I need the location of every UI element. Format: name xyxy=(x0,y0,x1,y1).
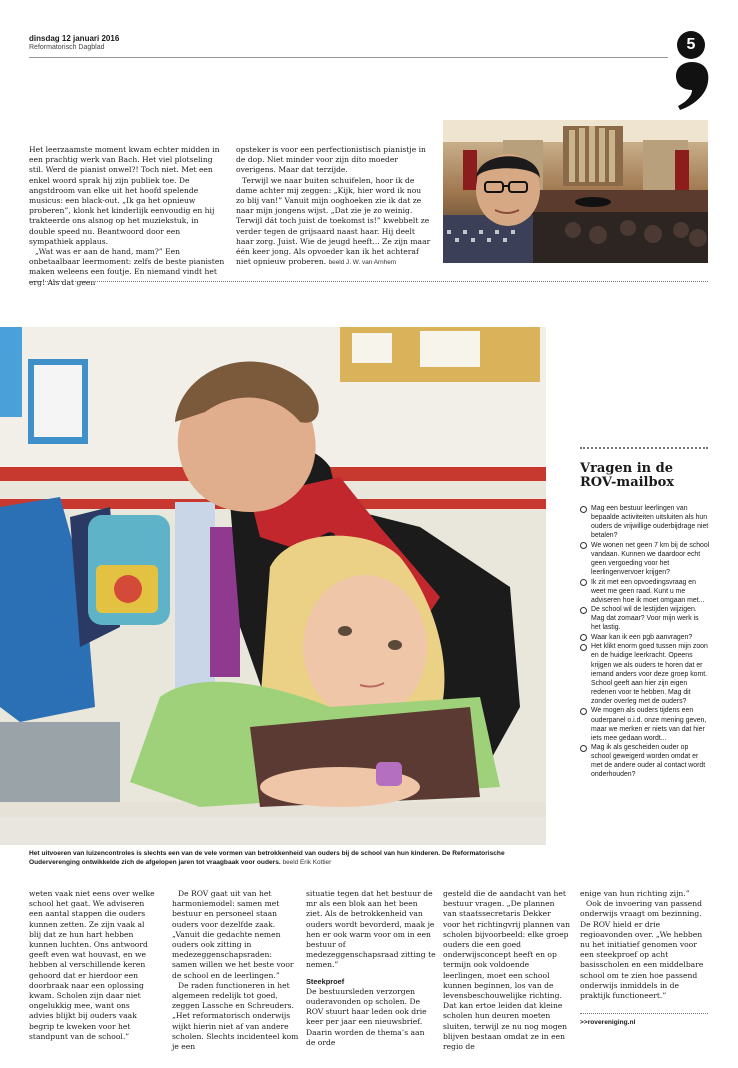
top-article-para-1: Het leerzaamste moment kwam echter midden in een prachtig werk van Bach. Het viel plotseling stil. Werd de pianist onwel?! Toch niet. Met een enkel woord sprak hij zijn publiek toe. De angstdroom van elke uit het hoofd spelende musicus: een black-out. „Ik ga het opnieuw proberen”, klonk het kinderlijk eenvoudig en hij trakteerde ons alsnog op het muziekstuk, in double speed nu. Beantwoord door een sympathiek applaus. xyxy=(29,145,220,246)
bullet-circle-icon xyxy=(580,644,587,651)
header-rule xyxy=(29,57,668,58)
bullet-circle-icon xyxy=(580,607,587,614)
subhead: Steekproef xyxy=(306,976,345,986)
bottom-article-column-1 xyxy=(29,889,156,1041)
list-item xyxy=(580,743,710,779)
concert-hall-photo xyxy=(443,120,708,263)
top-article-column-1 xyxy=(29,145,225,287)
main-caption-text: Het uitvoeren van luizencontroles is slechts een van de vele vormen van betrokkenheid van ouders bij de school van hun kinderen. De Reformatorische Ouderverenging ontwikkelde zich de afgelopen jaren tot vraagbaak voor ouders. xyxy=(29,850,505,866)
bottom-para-1: weten vaak niet eens over welke school het gaat. We adviseren een aantal stappen die ouders kunnen zetten. Ze zijn vaak al blij dat ze hun hart hebben kunnen luchten. Ons antwoord geeft even wat houvast, en we hebben al verschillende keren gehoord dat er hierdoor een doorbraak naar een oplossing kwam. Scholen zijn daar niet ongelukkig mee, want ons advies blijkt bij ouders vaak begrip te kweken voor het standpunt van de school.” xyxy=(29,889,155,1041)
top-article-para-4: Terwijl we naar buiten schuifelen, hoor ik de dame achter mij zeggen: „Kijk, hier word ik nou zo blij van!” Vanuit mijn ooghoeken zie ik dat ze naar mijn jongens wijst. „Dat zie je zo weinig. Terwijl dát toch juist de toekomst is!” kwebbelt ze verder tegen de grijsaard naast haar. Hij deelt haar zorg. Juist. Wie de jeugd heeft... Ze zijn maar één keer jong. Als opvoeder kan ik het achteraf niet opnieuw proberen. xyxy=(236,175,431,267)
bottom-article-column-2 xyxy=(172,889,299,1052)
question-text: We mogen als ouders tijdens een ouderpanel o.i.d. onze mening geven, maar we merken er niets van dat hier iets mee gedaan wordt... xyxy=(591,707,707,742)
bullet-circle-icon xyxy=(580,745,587,752)
bottom-para-2: De ROV gaat uit van het harmoniemodel: samen met bestuur en personeel staan ouders voor dezelfde zaak. „Vanuit die gedachte nemen ouders ook zitting in medezeggenschapsraden: samen willen we het beste voor de school en de leerlingen.” xyxy=(172,889,294,980)
bottom-para-3: De raden functioneren in het algemeen redelijk tot goed, zeggen Lassche en Schreuders. „Het reformatorisch onderwijs wijkt hierin niet af van andere scholen. Slechts incidenteel kom je een xyxy=(172,980,299,1052)
list-item xyxy=(580,706,710,742)
top-article-para-4-wrap xyxy=(236,176,432,269)
site-link-rule xyxy=(580,1013,708,1014)
question-text: Mag een bestuur leerlingen van bepaalde activiteiten uitsluiten als hun ouders de vrijwillige ouderbijdrage niet betalen? xyxy=(591,505,709,540)
header-paper-name: Reformatorisch Dagblad xyxy=(29,44,105,51)
question-text: De school wil de lestijden wijzigen. Mag dat zomaar? Voor mijn werk is het lastig. xyxy=(591,606,699,632)
top-article-para-2: „Wat was er aan de hand, mam?” Een onbetaalbaar leermoment: zelfs de beste pianisten maken weleens een foutje. En niemand vindt het erg! Als dat geen xyxy=(29,247,225,287)
page-number-badge: 5 xyxy=(677,31,705,59)
bullet-circle-icon xyxy=(580,708,587,715)
question-text: We wonen net geen 7 km bij de school vandaan. Kunnen we daardoor echt geen vergoeding voor het leerlingenvervoer krijgen? xyxy=(591,541,710,577)
lice-check-photo xyxy=(0,327,546,845)
bottom-para-6: gesteld die de aandacht van het bestuur vragen. „De plannen van staatssecretaris Dekker voor het richtingvrij plannen van scholen bijvoorbeeld: elke groep ouders die een goed onderwijsconcept heeft en op termijn ook voldoende leerlingen, moet een school kunnen beginnen, los van de levensbeschouwelijke richting. Dat kan ertoe leiden dat kleine scholen hun deuren moeten sluiten, terwijl ze nu nog mogen blijven bestaan omdat ze in een regio de xyxy=(443,889,570,1052)
bullet-circle-icon xyxy=(580,579,587,586)
main-photo-caption xyxy=(29,849,546,867)
bottom-article-column-3 xyxy=(306,889,436,1047)
list-item xyxy=(580,578,710,605)
list-item xyxy=(580,541,710,577)
list-item xyxy=(580,642,710,706)
bottom-para-4: situatie tegen dat het bestuur de mr als een blok aan het been ziet. Als de betrokkenheid van ouders wordt bevorderd, maak je hen er ook warm voor om in een bestuur of medezeggenschapsraad zitting te nemen.” xyxy=(306,889,436,970)
bottom-article-column-4 xyxy=(443,889,570,1052)
question-text: Ik zit met een opvoedingsvraag en weet me geen raad. Kunt u me adviseren hoe ik moet omgaan met... xyxy=(591,578,705,604)
bottom-article-column-5 xyxy=(580,889,709,1014)
sidebar-title: Vragen in de ROV-mailbox xyxy=(580,461,675,490)
list-item xyxy=(580,504,710,540)
bottom-para-5: De bestuursleden verzorgen ouderavonden op scholen. De ROV stuurt haar leden ook drie keer per jaar een nieuwsbrief. Daarin worden de thema’s aan de orde xyxy=(306,986,427,1047)
top-photo-credit: beeld J. W. van Arnhem xyxy=(328,259,397,267)
question-text: Het klikt enorm goed tussen mijn zoon en de huidige leerkracht. Opeens krijgen we als ouders te horen dat er iemand anders voor deze groep komt. School geeft aan hier zijn eigen redenen voor te hebben. Mag dit zonder overleg met de ouders? xyxy=(591,643,708,705)
top-article-column-2 xyxy=(236,145,432,270)
section-divider xyxy=(29,281,708,282)
bullet-circle-icon xyxy=(580,634,587,641)
sidebar-top-rule xyxy=(580,447,708,449)
website-link[interactable]: >>rovereniging.nl xyxy=(580,1019,636,1026)
main-photo-credit: beeld Erik Kottier xyxy=(282,859,332,866)
bullet-circle-icon xyxy=(580,542,587,549)
question-text: Waar kan ik een pgb aanvragen? xyxy=(591,633,693,641)
bullet-circle-icon xyxy=(580,506,587,513)
bottom-para-7: enige van hun richting zijn.” xyxy=(580,889,690,898)
bottom-para-8: Ook de invoering van passend onderwijs vraagt om bezinning. De ROV hield er drie regioavonden over. „We hebben nu het initiatief genomen voor een steekproef op acht basisscholen en een middelbare school om te zien hoe passend onderwijs inmiddels in de praktijk functioneert.” xyxy=(580,899,704,1001)
list-item xyxy=(580,633,710,642)
sidebar-question-list xyxy=(580,504,710,780)
question-text: Mag ik als gescheiden ouder op school geweigerd worden omdat er met de andere ouder al contact wordt onderhouden? xyxy=(591,744,706,779)
top-article-para-3: opsteker is voor een perfectionistisch pianistje in de dop. Niet minder voor zijn dito moeder overigens. Maar dat terzijde. xyxy=(236,145,426,175)
comma-logo-icon xyxy=(670,60,714,112)
header-date: dinsdag 12 januari 2016 xyxy=(29,34,120,43)
list-item xyxy=(580,605,710,632)
